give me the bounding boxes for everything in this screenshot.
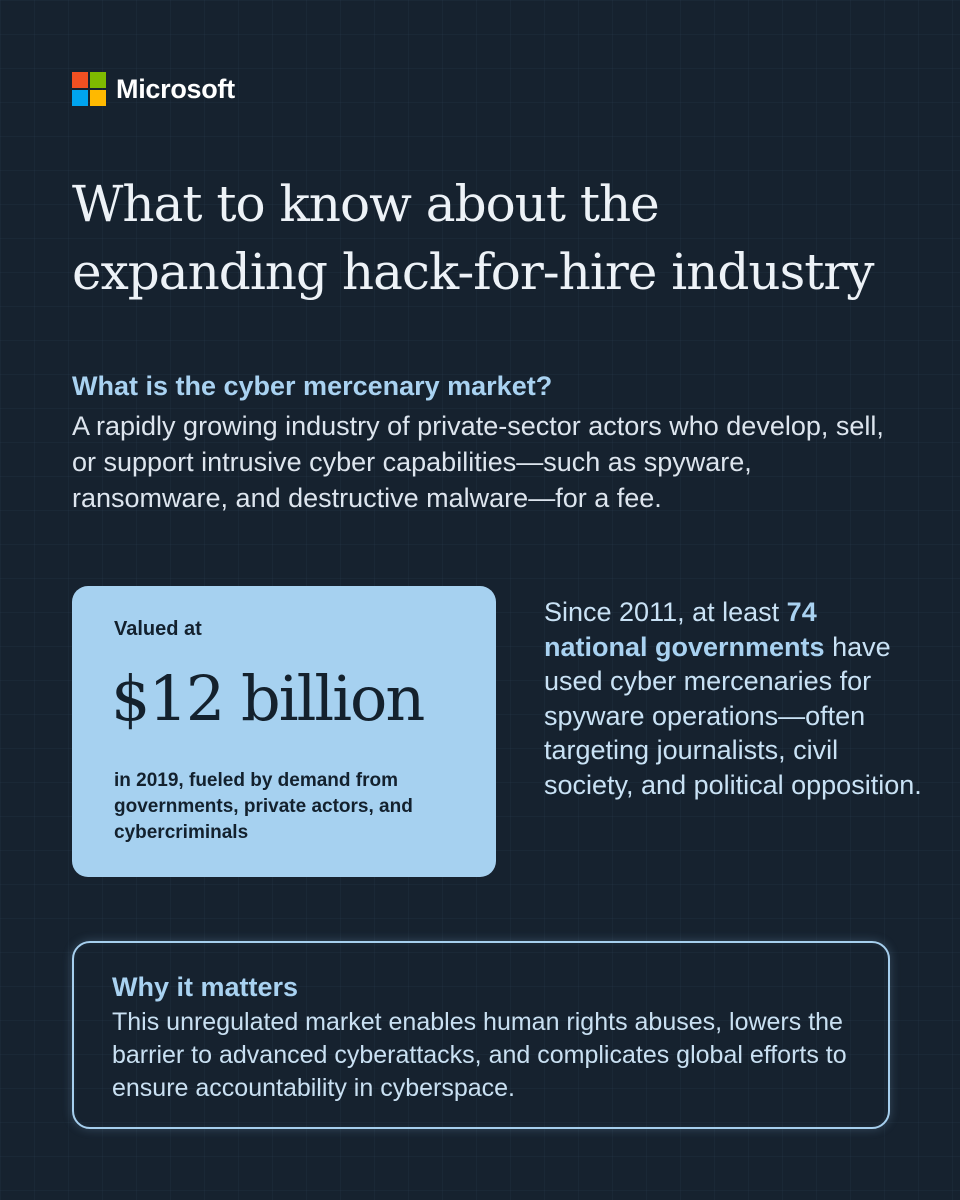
why-it-matters-box [72, 941, 890, 1129]
governments-stat-highlight: 74 national governments [544, 597, 825, 662]
market-value-amount: $12 billion [111, 662, 424, 735]
why-it-matters-title: Why it matters [112, 972, 299, 1002]
logo-square-yellow [90, 90, 106, 106]
page-title [72, 170, 932, 306]
governments-stat-prefix: Since 2011, at least [544, 597, 780, 627]
definition-section [72, 368, 912, 516]
why-it-matters-body: This unregulated market enables human rights abuses, lowers the barrier to advanced cyberattacks, and complicates global efforts to ensure accountability in cyberspace. [112, 1008, 847, 1102]
page-title-line-1: What to know about the [72, 175, 659, 233]
market-value-card [72, 586, 496, 877]
definition-answer: A rapidly growing industry of private-sector actors who develop, sell, or support intrusive cyber capabilities—such as spyware, ransomware, and destructive malware—for a fee. [72, 411, 884, 513]
brand-name: Microsoft [116, 73, 235, 104]
logo-square-red [72, 72, 88, 88]
market-value-label: Valued at [114, 618, 202, 640]
page-title-line-2: expanding hack-for-hire industry [72, 243, 874, 301]
definition-question: What is the cyber mercenary market? [72, 371, 553, 401]
governments-stat [544, 595, 924, 802]
microsoft-logo-icon [72, 72, 106, 106]
market-value-description: in 2019, fueled by demand from governments, private actors, and cybercriminals [114, 770, 413, 843]
logo-square-blue [72, 90, 88, 106]
microsoft-logo [72, 72, 235, 106]
governments-stat-suffix: have used cyber mercenaries for spyware operations—often targeting journalists, civil society, and political opposition. [544, 631, 922, 800]
logo-square-green [90, 72, 106, 88]
